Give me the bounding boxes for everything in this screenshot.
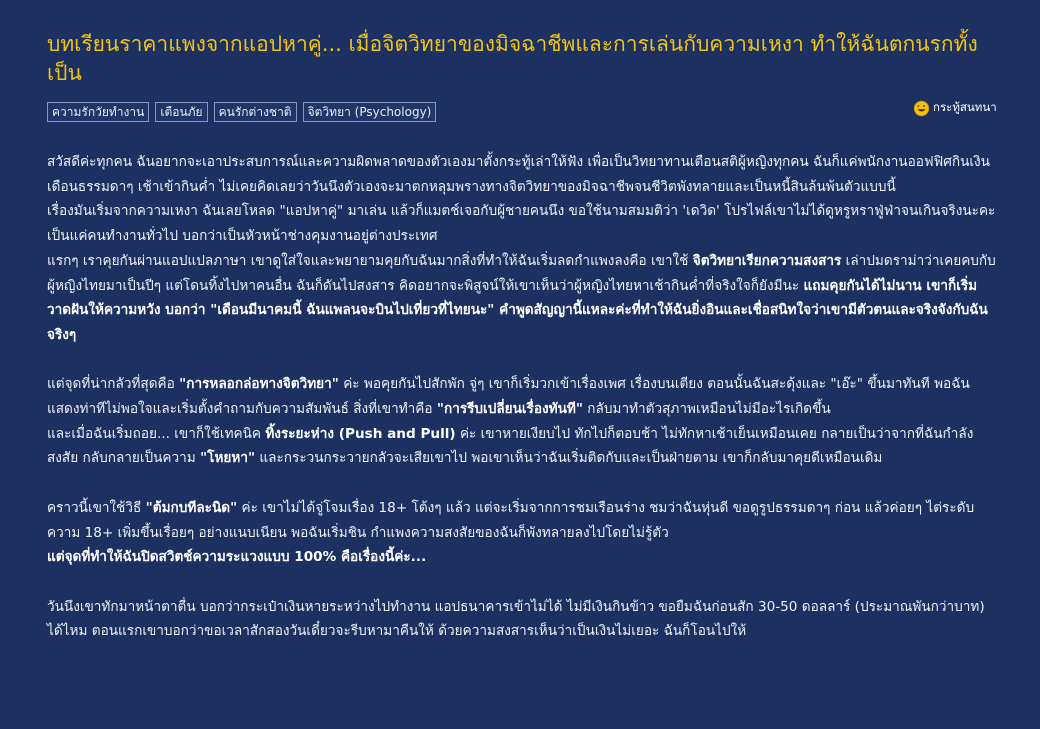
body-text: สวัสดีค่ะทุกคน ฉันอยากจะเอาประสบการณ์และความผิดพลาดของตัวเองมาตั้งกระทู้เล่าให้ฟัง เพื่อเป็นวิทยาทานเตือนสติผู้หญิงทุกคน ฉันก็แค่พนักงานออฟฟิศกินเงินเดือนธรรมดาๆ เช้าเข้ากินค่ำ ไม่เคยคิดเลยว่าวันนึงตัวเองจะมาตกหลุมพรางทางจิตวิทยาของมิจฉาชีพจนชีวิตพังทลายและเป็นหนี้สินล้นพ้นตัวแบบนี้ — [47, 154, 990, 195]
tag-psychology[interactable]: จิตวิทยา (Psychology) — [303, 102, 437, 122]
emphasis-text: แต่จุดที่ทำให้ฉันปิดสวิตช์ความระแวงแบบ 100% คือเรื่องนี้ค่ะ... — [47, 549, 427, 566]
paragraph — [47, 595, 997, 644]
emphasis-text: "ต้มกบทีละนิด" — [145, 499, 238, 516]
post-type-badge[interactable] — [913, 99, 997, 117]
emphasis-text: "การหลอกล่อทางจิตวิทยา" — [179, 376, 339, 393]
body-text: วันนึงเขาทักมาหน้าตาตื่น บอกว่ากระเป๋าเงินหายระหว่างไปทำงาน แอปธนาคารเข้าไม่ได้ ไม่มีเงินกินข้าว ขอยืมฉันก่อนสัก 30-50 ดอลลาร์ (ประมาณพันกว่าบาท) ได้ไหม ตอนแรกเขาบอกว่าขอเวลาสักสองวันเดี๋ยวจะรีบหามาคืนให้ ด้วยความสงสารเห็นว่าเป็นเงินไม่เยอะ ฉันก็โอนไปให้ — [47, 598, 985, 640]
chat-bubble-icon — [913, 100, 930, 117]
tag-warning[interactable]: เตือนภัย — [155, 102, 207, 122]
post-body — [47, 150, 997, 669]
emphasis-text: ทิ้งระยะห่าง (Push and Pull) — [265, 425, 456, 442]
body-text: และกระวนกระวายกลัวจะเสียเขาไป พอเขาเห็นว่าฉันเริ่มติดกับและเป็นฝ่ายตาม เขาก็กลับมาคุยดีเหมือนเดิม — [255, 450, 883, 467]
body-text: คราวนี้เขาใช้วิธี — [47, 499, 146, 516]
emphasis-text: แถมคุยกันได้ไม่นาน เขาก็เริ่มวาดฝันให้ความหวัง บอกว่า "เดือนมีนาคมนี้ ฉันแพลนจะบินไปเที่ยวที่ไทยนะ" คำพูดสัญญานี้แหละค่ะที่ทำให้ฉันยิ่งอินและเชื่อสนิทใจว่าเขามีตัวตนและจริงจังกับฉันจริงๆ — [47, 277, 988, 343]
tag-list — [47, 102, 436, 122]
body-text: แรกๆ เราคุยกันผ่านแอปแปลภาษา เขาดูใส่ใจและพยายามคุยกับฉันมากสิ่งที่ทำให้ฉันเริ่มลดกำแพงลงคือ เขาใช้ — [47, 252, 693, 269]
tag-foreign-partner[interactable]: คนรักต่างชาติ — [214, 102, 297, 122]
emphasis-text: "การรีบเปลี่ยนเรื่องทันที" — [436, 401, 583, 418]
paragraph — [47, 150, 997, 348]
tag-work-love[interactable]: ความรักวัยทำงาน — [47, 102, 149, 122]
body-text: และเมื่อฉันเริ่มถอย... เขาก็ใช้เทคนิค — [47, 425, 266, 442]
paragraph — [47, 496, 997, 570]
body-text: ค่ะ เขาไม่ได้จู่โจมเรื่อง 18+ โต้งๆ แล้ว แต่จะเริ่มจากการชมเรือนร่าง ชมว่าฉันหุ่นดี ขอดูรูปธรรมดาๆ ก่อน แล้วค่อยๆ ไต่ระดับความ 18+ เพิ่มขึ้นเรื่อยๆ อย่างแนบเนียน พอฉันเริ่มชิน กำแพงความสงสัยของฉันก็พังทลายลงไปโดยไม่รู้ตัว — [47, 499, 975, 541]
post-type-label: กระทู้สนทนา — [933, 100, 997, 114]
body-text: ค่ะ พอคุยกันไปสักพัก จู่ๆ เขาก็เริ่มวกเข้าเรื่องเพศ เรื่องบนเตียง ตอนนั้นฉันสะดุ้งและ "เอ๊ะ" ขึ้นมาทันที พอฉันแสดงท่าทีไม่พอใจและเริ่มตั้งคำถามกับความสัมพันธ์ สิ่งที่เขาทำคือ — [47, 376, 970, 418]
body-text: ค่ะ เขาหายเงียบไป ทักไปก็ตอบช้า ไม่ทักหาเช้าเย็นเหมือนเคย กลายเป็นว่าจากที่ฉันกำลังสงสัย กลับกลายเป็นความ — [47, 425, 974, 467]
emphasis-text: จิตวิทยาเรียกความสงสาร — [692, 252, 842, 269]
emphasis-text: "โหยหา" — [200, 450, 256, 467]
body-text: เรื่องมันเริ่มจากความเหงา ฉันเลยโหลด "แอปหาคู่" มาเล่น แล้วก็แมตช์เจอกับผู้ชายคนนึง ขอใช้นามสมมติว่า 'เดวิด' โปรไฟล์เขาไม่ได้ดูหรูหราฟู่ฟ่าจนเกินจริงนะคะ เป็นแค่คนทำงานทั่วไป บอกว่าเป็นหัวหน้าช่างคุมงานอยู่ต่างประเทศ — [47, 203, 996, 245]
body-text: เล่าปมดราม่าว่าเคยคบกับผู้หญิงไทยมาเป็นปีๆ แต่โดนทิ้งไปหาคนอื่น ฉันก็ดันไปสงสาร คิดอยากจะพิสูจน์ให้เขาเห็นว่าผู้หญิงไทยหาเช้ากินค่ำที่จริงใจก็ยังมีนะ — [47, 252, 996, 294]
post-title: บทเรียนราคาแพงจากแอปหาคู่... เมื่อจิตวิทยาของมิจฉาชีพและการเล่นกับความเหงา ทำให้ฉันตกนรกทั้งเป็น — [47, 32, 978, 85]
body-text: กลับมาทำตัวสุภาพเหมือนไม่มีอะไรเกิดขึ้น — [582, 401, 831, 418]
body-text: แต่จุดที่น่ากลัวที่สุดคือ — [47, 376, 180, 393]
paragraph — [47, 372, 997, 471]
